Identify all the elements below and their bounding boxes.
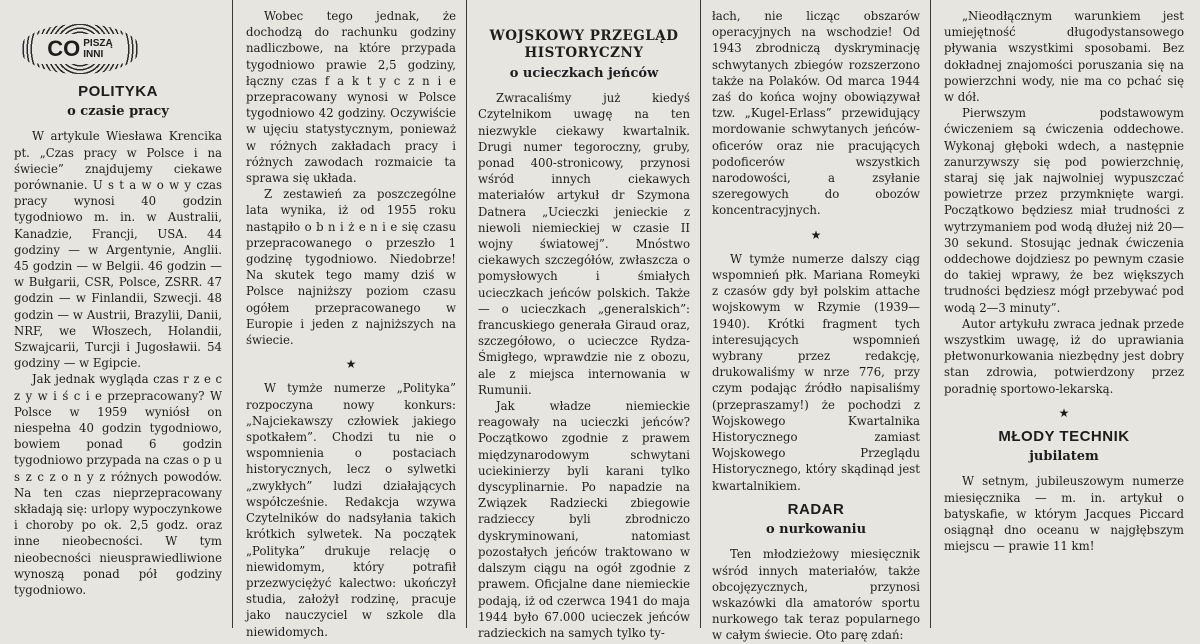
- column-3: [478, 0, 690, 640]
- paragraph: Pierwszym podstawowym ćwiczeniem są ćwiczenia oddechowe. Wykonaj głęboki wdech, a następnie zanurzywszy się pod powierzchnię, staraj się jak najwolniej wypuszczać powietrze przez przymknięte wargi. Początkowo będziesz miał trudności z wytrzymaniem pod wodą dłużej niż 20—30 sekund. Stosując jednak ćwiczenia oddechowe dojdziesz po pewnym czasie do takiej wprawy, że bez większych trudności będziesz mógł przebywać pod wodą 2—3 minuty”.: [944, 106, 1184, 315]
- section-heading-polityka: POLITYKA: [78, 83, 158, 100]
- logo-line2: INNI: [83, 49, 104, 60]
- paragraph: łach, nie licząc obszarów operacyjnych na wschodzie! Od 1943 zbrodniczą dyskryminację schwytanych zbiegów rozszerzono także na Polaków. Od marca 1944 zaś do końca wojny obowiązywał tzw. „Kugel-Erlass” przewidujący mordowanie schwytanych jeńców-oficerów oraz nie pracujących podoficerów wszystkich narodowości, a zsyłanie szeregowych do obozów koncentracyjnych.: [712, 9, 920, 218]
- paragraph: Jak jednak wygląda czas r z e c z y w i ś c i e przepracowany? W Polsce w 1959 wyniósł on niespełna 40 godzin tygodniowo, bowiem ponad 6 godzin tygodniowo przypada na czas o p u s z c z o n y z różnych powodów. Na ten czas nieprzepracowany składają się: urlopy wypoczynkowe i choroby po ok. 2,5 godz. oraz inne nieobecności. W tym nieobecności nieusprawiedliwione wynoszą ponad pół godziny tygodniowo.: [14, 372, 222, 598]
- paragraph: Ten młodzieżowy miesięcznik wśród innych materiałów, także obcojęzycznych, przynosi wskazówki dla amatorów sportu nurkowego tak teraz popularnego w całym świecie. Oto parę zdań:: [712, 547, 920, 643]
- section-heading-radar: RADAR: [787, 500, 845, 518]
- paragraph: Z zestawień za poszczególne lata wynika, iż od 1955 roku nastąpiło o b n i ż e n i e się czasu przepracowanego o przeszło 1 godzinę tygodniowo. Niedobrze! Na skutek tego mamy dziś w Polsce najniższy poziom czasu ogółem przepracowanego w Europie i jeden z najniższych na świecie.: [246, 187, 456, 348]
- paragraph: Autor artykułu zwraca jednak przede wszystkim uwagę, iż do uprawiania płetwonurkowania niezbędny jest dobry stan zdrowia, potwierdzony przez poradnię sportowo-lekarską.: [944, 316, 1184, 396]
- paragraph: Zwracaliśmy już kiedyś Czytelnikom uwagę na ten niezwykle ciekawy kwartalnik. Drugi numer tegoroczny, gruby, ponad 400-stronicowy, przynosi wśród innych ciekawych materiałów artykuł dr Szymona Datnera „Ucieczki jenieckie z niewoli niemieckiej w czasie II wojny światowej”. Mnóstwo ciekawych szczegółów, zwłaszcza o pomysłowych i śmiałych ucieczkach jeńców polskich. Także — o ucieczkach „generalskich”: francuskiego generała Giraud oraz, szczegółowo, o ucieczce Rydza-Śmigłego, wprawdzie nie z obozu, ale z miejsca internowania w Rumunii.: [478, 91, 690, 397]
- star-separator: ★: [345, 357, 357, 372]
- column-divider: [930, 0, 931, 628]
- column-divider: [466, 0, 467, 628]
- column-divider: [232, 0, 233, 628]
- paragraph: Jak władze niemieckie reagowały na ucieczki jeńców? Początkowo zgodnie z prawem międzynarodowym schwytani uciekinierzy byli karani tylko dyscyplinarnie. Po napadzie na Związek Radziecki zbiegowie radzieccy byli zbrodniczo dyskryminowani, natomiast pozostałych jeńców traktowano w dalszym ciągu na ogół zgodnie z prawem. Oficjalne dane niemieckie podają, iż od czerwca 1941 do maja 1944 było 67.000 ucieczek jeńców radzieckich na samych tylko ty-: [478, 399, 690, 640]
- paragraph: W setnym, jubileuszowym numerze miesięcznika — m. in. artykuł o batyskafie, w którym Jacques Piccard osiągnął dno oceanu w najgłębszym miejscu — prawie 11 km!: [944, 474, 1184, 554]
- paragraph: Wobec tego jednak, że dochodzą do rachunku godziny nadliczbowe, na które przypada tygodniowo prawie 2,5 godziny, łączny czas f a k t y c z n i e przepracowany wynosi w Polsce tygodniowo 42 godziny. Oczywiście w ujęciu statystycznym, ponieważ w różnych zakładach pracy i różnych zawodach rozmaicie ta sprawa się układa.: [246, 9, 456, 186]
- paragraph: W tymże numerze dalszy ciąg wspomnień płk. Mariana Romeyki z czasów gdy był polskim attache wojskowym w Rzymie (1939—1940). Krótki fragment tych interesujących wspomnień wybrany przez redakcję, drukowaliśmy w nrze 776, przy czym podając źródło napisaliśmy (przepraszamy!) że pochodzi z Wojskowego Kwartalnika Historycznego zamiast Wojskowego Przeglądu Historycznego, który skądinąd jest kwartalnikiem.: [712, 251, 920, 493]
- paragraph: W tymże numerze „Polityka” rozpoczyna nowy konkurs: „Najciekawszy człowiek jakiego spotkałem”. Chodzi tu nie o wspomnienia o postaciach historycznych, lecz o sylwetki „zwykłych” ludzi działających współcześnie. Redakcja wzywa Czytelników do nadsyłania takich krótkich sylwetek. Na początek „Polityka” drukuje relację o niewidomym, który potrafił przezwyciężyć kalectwo: ukończył studia, założył rodzinę, pracuje jako nauczyciel w szkole dla niewidomych.: [246, 381, 456, 639]
- column-2: [246, 0, 456, 639]
- paragraph: W artykule Wiesława Krencika pt. „Czas pracy w Polsce i na świecie” znajdujemy ciekawe porównanie. U s t a w o w y czas pracy wynosi 40 godzin tygodniowo m. in. w Australii, Kanadzie, Francji, USA. 44 godziny — w Argentynie, Anglii. 45 godzin — w Belgii. 46 godzin — w Bułgarii, CSR, Polsce, ZSRR. 47 godzin — w Finlandii, Szwecji. 48 godzin — w Austrii, Brazylii, Danii, NRF, we Włoszech, Holandii, Szwajcarii, Turcji i Jugosławii. 54 godziny — w Egipcie.: [14, 129, 222, 371]
- section-subheading: o ucieczkach jeńców: [509, 66, 659, 81]
- column-4: [712, 0, 920, 643]
- section-subheading: o czasie pracy: [67, 104, 169, 120]
- star-separator: ★: [810, 227, 822, 242]
- section-subheading: jubilatem: [1029, 449, 1099, 465]
- section-heading-wph: WOJSKOWY PRZEGLĄD HISTORYCZNY: [489, 28, 679, 61]
- section-heading-mlody-technik: MŁODY TECHNIK: [998, 428, 1130, 446]
- star-separator: ★: [1058, 405, 1070, 420]
- logo-line1: PISZĄ: [83, 38, 113, 49]
- column-1: [14, 0, 222, 628]
- paragraph: „Nieodłącznym warunkiem jest umiejętność długodystansowego pływania wszystkimi sposobami. Bez dokładnej znajomości poruszania się na powierzchni wody, nie ma co pchać się w dół.: [944, 9, 1184, 105]
- logo-co: CO: [47, 35, 81, 61]
- section-subheading: o nurkowaniu: [765, 522, 867, 538]
- column-divider: [700, 0, 701, 628]
- column-5: [944, 0, 1184, 628]
- co-pisza-inni-logo: [10, 18, 150, 78]
